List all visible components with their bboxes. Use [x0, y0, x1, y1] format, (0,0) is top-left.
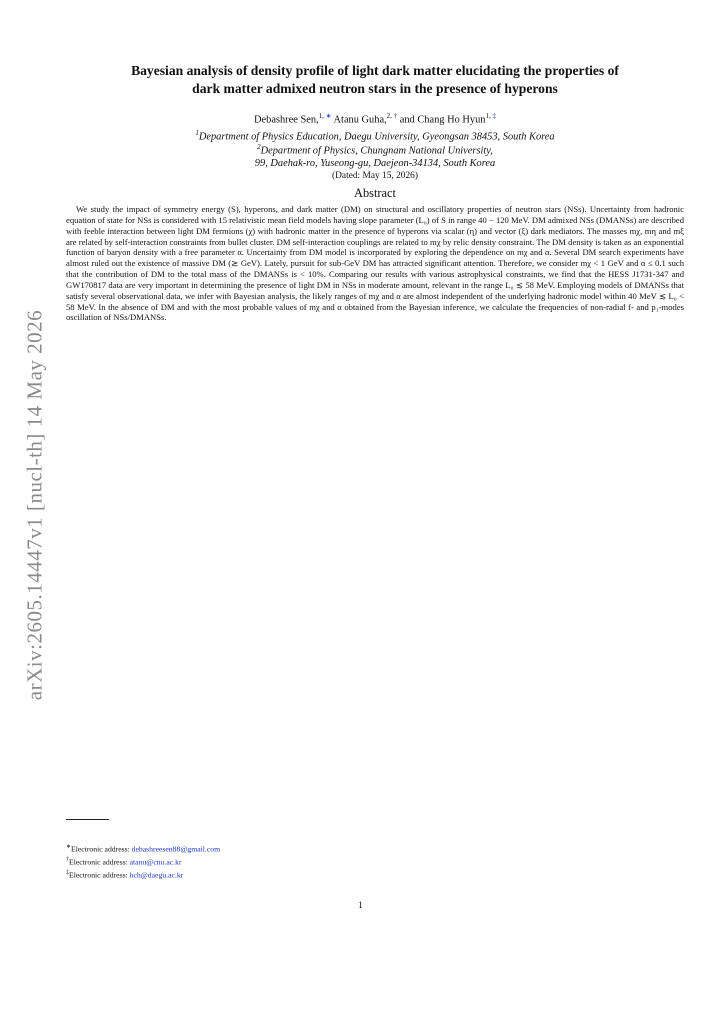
- affiliation-1-text: Department of Physics Education, Daegu University, Gyeongsan 38453, South Korea: [198, 131, 555, 143]
- author-2-affiliation: 2,: [386, 112, 394, 120]
- page-number: 1: [358, 900, 363, 911]
- affiliation-2-line-1: Department of Physics, Chungnam National University,: [260, 145, 493, 157]
- author-list: [60, 112, 690, 125]
- arxiv-id-text: arXiv:2605.14447v1 [nucl-th] 14 May 2026: [22, 309, 47, 701]
- footnote-1: [66, 842, 466, 855]
- footnote-3-email-link[interactable]: hch@daegu.ac.kr: [129, 870, 184, 880]
- affiliation-2-number: 2: [257, 143, 261, 151]
- author-1: Debashree Sen,: [254, 114, 319, 126]
- footnote-3-label: Electronic address:: [69, 870, 130, 880]
- author-1-affiliation: 1,: [318, 112, 326, 120]
- footnote-2-label: Electronic address:: [69, 857, 130, 867]
- abstract-heading: Abstract: [354, 186, 396, 200]
- footnote-2-mark: †: [66, 857, 69, 864]
- dated-line: (Dated: May 15, 2026): [332, 171, 418, 181]
- title-line-1: Bayesian analysis of density profile of light dark matter elucidating the properties of: [131, 63, 619, 78]
- footnote-2-email-link[interactable]: atanu@cnu.ac.kr: [129, 857, 182, 867]
- author-3-footnote-link[interactable]: ‡: [492, 112, 496, 120]
- abstract-text: We study the impact of symmetry energy (S), hyperons, and dark matter (DM) on structural and oscillatory properties of neutron stars (NSs). Uncertainty from hadronic equation of state for NSs is considered with 15 relativistic mean field models having slope parameter (L₀) of S in range 40 − 120 MeV. DM admixed NSs (DMANSs) are described with feeble interaction between light DM fermions (χ) with hadronic matter in the presence of hyperons via scalar (η) and vector (ξ) dark mediators. The masses mχ, mη and mξ are related by self-interaction constraints from bullet cluster. DM self-interaction couplings are related to mχ by relic density constraint. The DM density is taken as an exponential function of baryon density with a free parameter α. Uncertainty from DM model is incorporated by exploring the dependence on mχ and α. Several DM search experiments have almost ruled out the existence of massive DM (≳ GeV). Lately, pursuit for sub-GeV DM has attracted significant attention. Therefore, we consider mχ < 1 GeV and α ≤ 0.1 such that the contribution of DM to the total mass of the DMANSs is < 10%. Comparing our results with various astrophysical constraints, we find that the HESS J1731-347 and GW170817 data are very important in determining the presence of light DM in NSs in moderate amount, relevant in the range L₀ ≲ 58 MeV. Employing models of DMANSs that satisfy several observational data, we infer with Bayesian analysis, the likely ranges of mχ and α are almost independent of the underlying hadronic model within 40 MeV ≲ L₀ < 58 MeV. In the absence of DM and with the most probable values of mχ and α obtained from the Bayesian inference, we calculate the frequencies of non-radial f- and p₁-modes oscillation of NSs/DMANSs.: [66, 204, 684, 323]
- footnote-3-mark: ‡: [66, 870, 69, 877]
- footnote-1-mark: ∗: [66, 844, 72, 850]
- footnote-3: [66, 868, 466, 881]
- footnote-divider: [66, 819, 109, 820]
- footnote-1-email-link[interactable]: debashreesen88@gmail.com: [131, 844, 221, 854]
- arxiv-sidebar-identifier: [22, 290, 48, 720]
- author-1-footnote-link[interactable]: ∗: [325, 112, 332, 120]
- author-2-footnote-link[interactable]: †: [393, 112, 398, 120]
- footnotes: [66, 842, 466, 881]
- paper-title: [60, 62, 690, 98]
- author-2: Atanu Guha,: [331, 114, 387, 126]
- affiliation-2-line-2: 99, Daehak-ro, Yuseong-gu, Daejeon-34134, South Korea: [254, 158, 496, 170]
- author-3: and Chang Ho Hyun: [397, 114, 486, 126]
- affiliation-2: [60, 141, 690, 170]
- footnote-2: [66, 855, 466, 868]
- title-line-2: dark matter admixed neutron stars in the presence of hyperons: [192, 81, 558, 96]
- footnote-1-label: Electronic address:: [71, 844, 132, 854]
- author-3-affiliation: 1,: [485, 112, 493, 120]
- affiliation-1-number: 1: [195, 129, 199, 137]
